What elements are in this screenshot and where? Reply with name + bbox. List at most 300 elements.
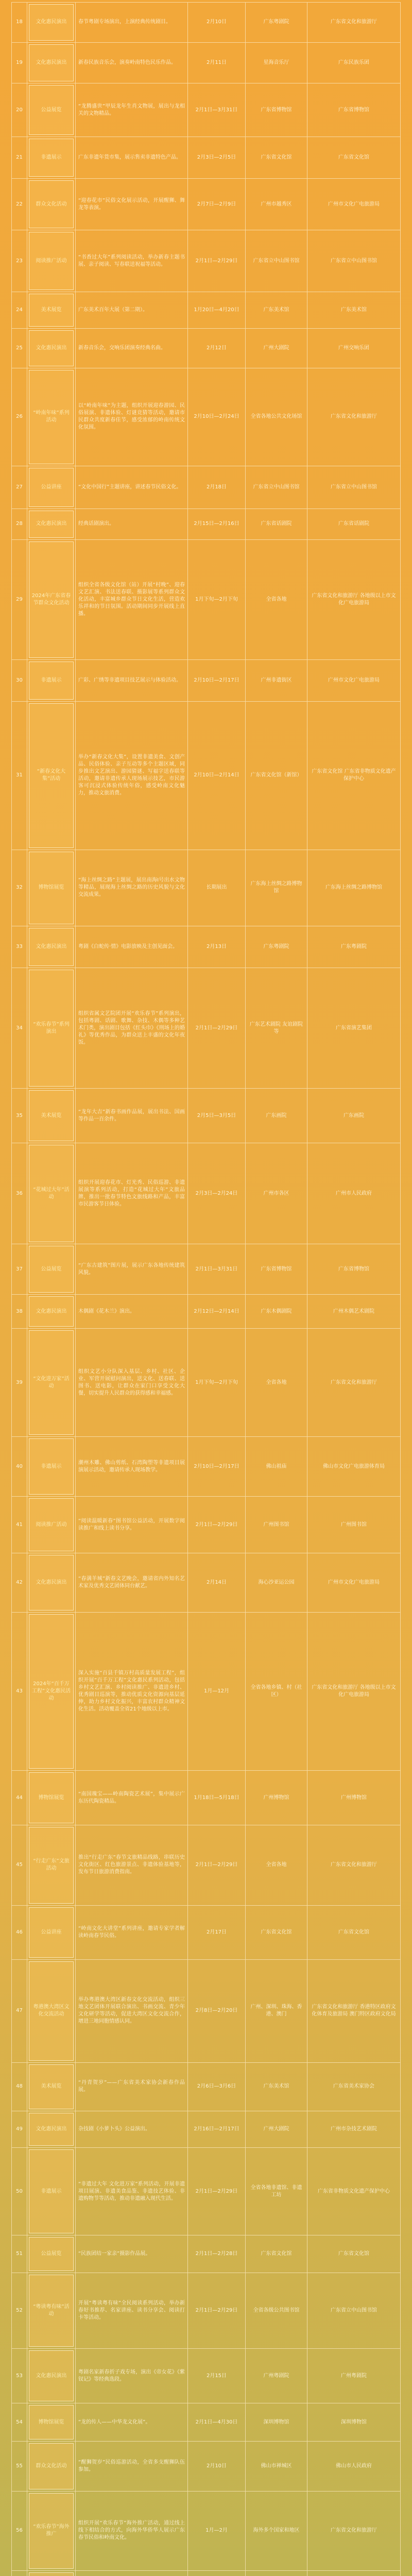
activity-name-cell <box>27 2492 75 2570</box>
activity-location: 广州博物馆 <box>263 1794 289 1801</box>
row-number: 55 <box>16 2463 23 2469</box>
row-number-cell <box>11 850 27 926</box>
activity-content: 组织开展“欢乐春节”海外推广活动，通过线上线下相结合的方式，向海外华侨华人展示广东春节民俗和岭南文化。 <box>78 2520 185 2541</box>
activity-location-cell <box>245 2063 307 2111</box>
activity-organizer: 广东省文化和旅游厅 香港特区政府文化体育及旅游局 澳门特区政府文化局 <box>312 2004 396 2018</box>
activity-location-cell <box>245 43 307 83</box>
activity-name: 阅读推广活动 <box>29 232 74 290</box>
activity-location: 广东海上丝绸之路博物馆 <box>250 881 302 894</box>
row-number: 37 <box>16 1266 23 1272</box>
activity-organizer-cell <box>307 2349 401 2403</box>
activity-content: 广彩、广绣等非遗项目技艺展示与体验活动。 <box>78 677 181 683</box>
activity-content: 经典话剧演出。 <box>78 521 114 527</box>
activity-location-cell <box>245 1089 307 1142</box>
activity-organizer: 广东省文化和旅游厅 各地级以上市文化广电旅游局 <box>312 592 396 606</box>
activity-content: 举办“新春文化大集”，设置非遗美食、文创产品、民俗体验、亲子互动等多个主题区域，同步推出文艺演出、游园猜谜、写福字送春联等活动，邀请非遗传承人现场展示技艺，市民游客可沉浸式体验传统年俗，感受岭南文化魅力，推动文旅消费。 <box>78 754 185 796</box>
table-row <box>11 368 401 466</box>
table-row <box>11 1497 401 1553</box>
activity-location-cell <box>245 83 307 137</box>
activity-time-cell <box>187 1960 245 2062</box>
activity-time-cell <box>187 368 245 466</box>
activity-time: 2月3日—2月5日 <box>197 154 236 160</box>
activity-organizer: 广东海上丝绸之路博物馆 <box>325 885 382 891</box>
activity-name-cell <box>27 540 75 659</box>
activity-time: 2月13日 <box>206 943 227 950</box>
activity-content: 粤剧名家新春折子戏专场，演出《帝女花》《紫钗记》等经典选段。 <box>78 2369 185 2382</box>
activity-time: 长期展出 <box>206 885 227 891</box>
activity-content: “丹青贺岁”——广东省美术家协会新春作品展。 <box>78 2080 185 2093</box>
activity-name-cell <box>27 43 75 83</box>
activity-time-cell <box>187 43 245 83</box>
activity-name: “新春文化大集”活动 <box>29 703 74 848</box>
activity-name-cell <box>27 292 75 328</box>
activity-name: 公益展览 <box>29 1246 74 1292</box>
activity-content: “迎春花市”民俗文化展示活动，开展醒狮、舞龙等表演。 <box>78 197 185 211</box>
activity-name-cell <box>27 1771 75 1824</box>
activity-name-cell <box>27 1906 75 1959</box>
activity-location: 广州市越秀区 <box>261 201 292 207</box>
activity-name-cell <box>27 329 75 367</box>
activity-time: 2月8日—2月20日 <box>195 2008 238 2014</box>
activity-time: 2月6日—3月6日 <box>197 2083 236 2090</box>
activity-content: “文化中国行”主题讲座，讲述春节民俗文化。 <box>78 484 182 490</box>
table-row <box>11 2442 401 2492</box>
activity-location-cell <box>245 540 307 659</box>
activity-time: 2月12日 <box>206 345 227 351</box>
activity-location-cell <box>245 2403 307 2441</box>
activity-organizer-cell <box>307 660 401 701</box>
row-number-cell <box>11 1329 27 1436</box>
row-number: 32 <box>16 885 23 891</box>
activity-time-cell <box>187 702 245 850</box>
activity-time-cell <box>187 1437 245 1496</box>
activity-time-cell <box>187 2148 245 2235</box>
row-number: 29 <box>16 596 23 602</box>
activity-organizer-cell <box>307 1825 401 1905</box>
activity-time: 2月1日—2月28日 <box>195 2251 238 2257</box>
activity-name: 文化惠民演出 <box>29 1555 74 1611</box>
activity-organizer: 广州图书馆 <box>341 1521 367 1528</box>
row-number-cell <box>11 968 27 1089</box>
activity-location: 广东省文化馆 <box>261 2251 292 2257</box>
table-row <box>11 1437 401 1497</box>
row-number-cell <box>11 292 27 328</box>
row-number-cell <box>11 2571 27 2576</box>
activity-time-cell <box>187 2442 245 2491</box>
activity-location: 广东美术馆 <box>263 2083 289 2090</box>
row-number-cell <box>11 1244 27 1294</box>
activity-content: 粤剧《白蛇传·情》电影放映及主创见面会。 <box>78 943 178 950</box>
activity-organizer-cell <box>307 368 401 466</box>
activity-name-cell <box>27 2148 75 2235</box>
activity-name-cell <box>27 466 75 509</box>
activity-content-cell <box>75 2492 187 2570</box>
activity-content: 深入实施“百县千镇万村高质量发展工程”，组织开展“百千万工程”文化惠民系列活动，包括乡村文艺汇演、乡村阅读推广、非遗进乡村、优秀剧目巡演等，推动优质文化资源向基层延伸，助力乡村文化振兴，丰富农村群众精神文化生活。活动覆盖全省21个地级以上市。 <box>78 1670 185 1713</box>
activity-organizer-cell <box>307 179 401 230</box>
activity-organizer-cell <box>307 1295 401 1329</box>
activity-location-cell <box>245 2442 307 2491</box>
activity-name-cell <box>27 1244 75 1294</box>
activity-location-cell <box>245 230 307 292</box>
row-number-cell <box>11 2111 27 2147</box>
activity-content-cell <box>75 1295 187 1329</box>
row-number: 42 <box>16 1580 23 1586</box>
activity-content-cell <box>75 660 187 701</box>
activity-name-cell <box>27 1553 75 1612</box>
table-row <box>11 292 401 329</box>
activity-content: 广东美术百年大展（第二期）。 <box>78 307 148 313</box>
row-number: 27 <box>16 484 23 490</box>
activity-location: 广东省话剧院 <box>261 521 292 527</box>
table-row <box>11 1553 401 1613</box>
activity-name: 博物馆展览 <box>29 852 74 924</box>
activity-organizer: 广州市文化广电旅游局 <box>328 677 380 683</box>
activity-time-cell <box>187 1497 245 1553</box>
activity-location-cell <box>245 1244 307 1294</box>
activity-content-cell <box>75 2111 187 2147</box>
activity-content: 组织文艺小分队深入基层、乡村、社区、企业、军营开展慰问演出，送文化、送春联、送图书、送电影，让群众在家门口享受文化大餐，切实提升人民群众的获得感和幸福感。 <box>78 1368 185 1396</box>
activity-location: 广东画院 <box>266 1112 287 1118</box>
activity-content-cell <box>75 2273 187 2348</box>
row-number-cell <box>11 179 27 230</box>
activity-name-cell <box>27 660 75 701</box>
activity-time: 1月—2月 <box>205 2528 228 2534</box>
activity-name: 公益展览 <box>29 85 74 135</box>
row-number: 20 <box>16 107 23 113</box>
activity-name-cell <box>27 230 75 292</box>
activity-organizer: 广东省文化和旅游厅 <box>331 1379 377 1385</box>
activity-location-cell <box>245 1497 307 1553</box>
activity-content: 新春民族音乐会，演奏岭南特色民乐作品。 <box>78 59 176 65</box>
activity-name-cell <box>27 137 75 178</box>
table-row <box>11 466 401 509</box>
activity-name: “欢乐春节”海外推广 <box>29 2493 74 2569</box>
activity-name-cell <box>27 179 75 230</box>
activity-time-cell <box>187 1771 245 1824</box>
activity-time-cell <box>187 540 245 659</box>
activity-location: 广州、深圳、珠海、香港、澳门 <box>250 2004 302 2018</box>
activity-content-cell <box>75 1825 187 1905</box>
activity-location-cell <box>245 850 307 926</box>
activity-organizer-cell <box>307 509 401 539</box>
activity-content-cell <box>75 3 187 42</box>
row-number-cell <box>11 1613 27 1770</box>
activity-location-cell <box>245 660 307 701</box>
activity-organizer-cell <box>307 1960 401 2062</box>
activity-name: 博物馆展览 <box>29 2405 74 2439</box>
activity-content: “书香过大年”系列阅读活动，举办新春主题书展、亲子阅读、写春联送祝福等活动。 <box>78 254 185 267</box>
activity-organizer: 广东省文化和旅游厅 <box>331 414 377 420</box>
activity-content: 开展“粤读粤有味”全民阅读系列活动，举办新春好书推荐、名家讲座、读书分享会、阅读打卡等活动。 <box>78 2300 185 2321</box>
row-number-cell <box>11 1960 27 2062</box>
schedule-table <box>11 2 401 2576</box>
row-number-cell <box>11 1089 27 1142</box>
activity-location: 广州市各区 <box>263 1190 289 1196</box>
table-row <box>11 2235 401 2273</box>
activity-content-cell <box>75 1437 187 1496</box>
table-row <box>11 137 401 179</box>
activity-time-cell <box>187 660 245 701</box>
activity-content-cell <box>75 509 187 539</box>
row-number: 39 <box>16 1379 23 1385</box>
activity-name-cell <box>27 926 75 968</box>
activity-organizer-cell <box>307 137 401 178</box>
activity-time: 2月5日—3月5日 <box>197 1112 236 1118</box>
activity-organizer: 广东省美术家协会 <box>333 2083 374 2090</box>
row-number-cell <box>11 2063 27 2111</box>
activity-content-cell <box>75 702 187 850</box>
activity-time-cell <box>187 2403 245 2441</box>
activity-name: 非遗展示 <box>29 2149 74 2233</box>
activity-organizer: 广东省话剧院 <box>338 521 369 527</box>
activity-time: 2月18日 <box>206 484 227 490</box>
activity-name-cell <box>27 1825 75 1905</box>
activity-name: “粤读粤有味”活动 <box>29 2275 74 2346</box>
activity-content: 潮州木雕、佛山剪纸、石湾陶塑等非遗项目展演展示活动，邀请传承人现场教学。 <box>78 1460 185 1473</box>
activity-content: 广东非遗年货市集，展示售卖非遗特色产品。 <box>78 154 181 160</box>
activity-name: 公益展览 <box>29 2237 74 2271</box>
activity-time: 1月下旬—2月下旬 <box>195 596 238 602</box>
table-row <box>11 1771 401 1825</box>
table-row <box>11 329 401 368</box>
activity-organizer-cell <box>307 1244 401 1294</box>
activity-name: 群众文化活动 <box>29 2443 74 2489</box>
row-number-cell <box>11 926 27 968</box>
activity-time-cell <box>187 83 245 137</box>
activity-organizer-cell <box>307 230 401 292</box>
activity-organizer-cell <box>307 1143 401 1244</box>
table-row <box>11 1906 401 1960</box>
activity-content: 以“岭南年味”为主题，组织开展迎春游园、民俗展演、非遗体验、灯谜竞猜等活动，邀请市民群众共度新春佳节，感受浓郁的岭南传统文化氛围。 <box>78 403 185 431</box>
table-row <box>11 1329 401 1436</box>
activity-content-cell <box>75 1906 187 1959</box>
activity-location: 全省各地公共文化场馆 <box>250 414 302 420</box>
activity-name-cell <box>27 1329 75 1436</box>
activity-time-cell <box>187 1244 245 1294</box>
activity-time: 2月1日—2月29日 <box>195 1025 238 1031</box>
activity-time-cell <box>187 968 245 1089</box>
activity-name: “花城过大年”活动 <box>29 1145 74 1243</box>
activity-time: 2月10日—2月14日 <box>194 772 239 778</box>
row-number-cell <box>11 2148 27 2235</box>
table-row <box>11 1613 401 1771</box>
activity-organizer: 广东省文化和旅游厅 <box>331 2528 377 2534</box>
activity-location: 深圳博物馆 <box>263 2419 289 2425</box>
table-row <box>11 2492 401 2571</box>
activity-location: 星海音乐厅 <box>263 59 289 65</box>
activity-location: 广东粤剧院 <box>263 943 289 950</box>
activity-location-cell <box>245 1553 307 1612</box>
row-number: 35 <box>16 1112 23 1118</box>
activity-content: 组织全省各级文化馆（站）开展“村晚”、迎春文艺汇演、书法送春联、摄影展等系列群众文化活动，丰富城乡群众节日文化生活，营造欢乐祥和的节日氛围。活动期间同步开展线上直播。 <box>78 582 185 617</box>
activity-organizer-cell <box>307 2111 401 2147</box>
activity-organizer: 广东省文化馆 <box>338 1929 369 1935</box>
activity-content: 组织省属文艺院团开展“欢乐春节”系列演出，包括粤剧、话剧、歌舞、杂技、木偶等多种艺术门类，演出剧目包括《红头巾》《刑场上的婚礼》等优秀作品，为群众送上丰盛的文化年夜饭。 <box>78 1010 185 1045</box>
activity-content-cell <box>75 968 187 1089</box>
activity-organizer-cell <box>307 2235 401 2273</box>
activity-time: 2月1日—2月29日 <box>195 1862 238 1868</box>
table-row <box>11 2111 401 2148</box>
activity-organizer: 广东省文化馆 <box>338 2251 369 2257</box>
activity-organizer: 广东省演艺集团 <box>336 1025 372 1031</box>
activity-name-cell <box>27 2571 75 2576</box>
activity-time: 2月10日 <box>206 2463 227 2469</box>
row-number-cell <box>11 2349 27 2403</box>
activity-location: 广东艺术剧院 友谊剧院等 <box>249 1021 303 1035</box>
table-row <box>11 1244 401 1294</box>
row-number: 49 <box>16 2126 23 2132</box>
activity-name: “欢乐春节”系列演出 <box>29 970 74 1087</box>
activity-location-cell <box>245 137 307 178</box>
activity-organizer-cell <box>307 702 401 850</box>
activity-organizer: 广州博物馆 <box>341 1794 367 1801</box>
activity-organizer-cell <box>307 43 401 83</box>
activity-organizer: 广州市文化广电旅游局 <box>328 201 380 207</box>
table-row <box>11 850 401 926</box>
table-row <box>11 1960 401 2063</box>
activity-location: 广东美术馆 <box>263 307 289 313</box>
activity-content-cell <box>75 1089 187 1142</box>
row-number-cell <box>11 137 27 178</box>
row-number-cell <box>11 1771 27 1824</box>
activity-content-cell <box>75 83 187 137</box>
row-number: 33 <box>16 943 23 950</box>
activity-time-cell <box>187 1089 245 1142</box>
activity-content-cell <box>75 2442 187 2491</box>
activity-location: 广州粤剧院 <box>263 2372 289 2379</box>
activity-time: 2月1日—3月31日 <box>195 1266 238 1272</box>
activity-name: 文化惠民演出 <box>29 44 74 81</box>
activity-name <box>29 2572 74 2576</box>
activity-time-cell <box>187 850 245 926</box>
table-row <box>11 2148 401 2235</box>
row-number-cell <box>11 3 27 42</box>
activity-organizer-cell <box>307 1906 401 1959</box>
activity-content: “非遗过大年 文化进万家”系列活动，开展非遗项目展演、非遗美食品鉴、非遗技艺体验、非遗购物节等活动，推动非遗融入现代生活。 <box>78 2181 185 2201</box>
activity-content-cell <box>75 2063 187 2111</box>
row-number: 51 <box>16 2251 23 2257</box>
activity-organizer: 佛山市文化广电旅游体育局 <box>323 1463 385 1469</box>
activity-name-cell <box>27 1295 75 1329</box>
activity-content-cell <box>75 2403 187 2441</box>
activity-content: “阅读温暖新春”图书馆公益活动，开展数字阅读推广和线上读书分享。 <box>78 1518 185 1531</box>
activity-location-cell <box>245 1825 307 1905</box>
activity-organizer: 广州交响乐团 <box>338 345 369 351</box>
activity-location-cell <box>245 1960 307 2062</box>
activity-organizer: 广州木偶艺术剧院 <box>333 1308 374 1314</box>
activity-time: 2月17日 <box>206 1929 227 1935</box>
row-number: 19 <box>16 59 23 65</box>
table-row <box>11 2063 401 2111</box>
activity-location: 广东省博物馆 <box>261 1266 292 1272</box>
activity-organizer: 广东省文化和旅游厅 各地级以上市文化广电旅游局 <box>312 1685 396 1698</box>
activity-location-cell <box>245 2349 307 2403</box>
activity-name: 文化惠民演出 <box>29 1296 74 1327</box>
activity-organizer-cell <box>307 540 401 659</box>
table-row <box>11 1143 401 1245</box>
activity-location: 广州非遗街区 <box>261 677 292 683</box>
activity-location-cell <box>245 1437 307 1496</box>
activity-content-cell <box>75 1497 187 1553</box>
activity-time: 1月18日—5月18日 <box>194 1794 239 1801</box>
activity-name-cell <box>27 702 75 850</box>
activity-time-cell <box>187 1295 245 1329</box>
row-number-cell <box>11 2442 27 2491</box>
activity-organizer-cell <box>307 1497 401 1553</box>
activity-organizer-cell <box>307 3 401 42</box>
activity-content: “龙年大吉”新春书画作品展，展出书法、国画等作品一百余件。 <box>78 1109 185 1122</box>
activity-location-cell <box>245 2235 307 2273</box>
row-number-cell <box>11 1825 27 1905</box>
row-number-cell <box>11 368 27 466</box>
activity-organizer: 广东省立中山图书馆 <box>331 484 377 490</box>
activity-content: 木偶剧《花木兰》演出。 <box>78 1308 135 1314</box>
activity-content-cell <box>75 2148 187 2235</box>
row-number-cell <box>11 466 27 509</box>
activity-name-cell <box>27 2403 75 2441</box>
activity-location: 全省各地 <box>266 1379 287 1385</box>
activity-time-cell <box>187 2063 245 2111</box>
activity-name-cell <box>27 509 75 539</box>
table-row <box>11 2349 401 2404</box>
activity-content: “龙腾盛世”甲辰龙年生肖文物展，展出与龙相关的文物精品。 <box>78 103 185 116</box>
activity-name: 2024年广东省春节群众文化活动 <box>29 541 74 658</box>
activity-location: 广东省文化馆（新馆） <box>250 772 302 778</box>
activity-organizer-cell <box>307 329 401 367</box>
activity-time-cell <box>187 2571 245 2576</box>
row-number-cell <box>11 1295 27 1329</box>
activity-content-cell <box>75 466 187 509</box>
activity-content-cell <box>75 1553 187 1612</box>
table-row <box>11 540 401 660</box>
activity-name: “文化进万家”活动 <box>29 1330 74 1434</box>
activity-organizer-cell <box>307 2492 401 2570</box>
activity-name-cell <box>27 2349 75 2403</box>
activity-content-cell <box>75 292 187 328</box>
activity-time: 2月1日—4月30日 <box>195 2419 238 2425</box>
activity-time: 2月15日—2月16日 <box>194 521 239 527</box>
activity-organizer-cell <box>307 968 401 1089</box>
row-number-cell <box>11 702 27 850</box>
activity-name: 文化惠民演出 <box>29 511 74 538</box>
row-number-cell <box>11 509 27 539</box>
activity-name: 非遗展示 <box>29 1438 74 1495</box>
activity-location: 广东省文化馆 <box>261 154 292 160</box>
activity-content: 新春音乐会，交响乐团演奏经典名曲。 <box>78 345 166 351</box>
activity-content-cell <box>75 1244 187 1294</box>
activity-organizer-cell <box>307 466 401 509</box>
row-number: 45 <box>16 1862 23 1868</box>
activity-content-cell <box>75 926 187 968</box>
row-number: 38 <box>16 1308 23 1314</box>
activity-name-cell <box>27 1497 75 1553</box>
activity-name: 阅读推广活动 <box>29 1498 74 1551</box>
table-row <box>11 926 401 968</box>
activity-organizer: 广东画院 <box>344 1112 364 1118</box>
activity-location: 广东省立中山图书馆 <box>253 484 300 490</box>
activity-name: 2024年“百千万工程”文化惠民活动 <box>29 1614 74 1769</box>
table-row <box>11 2571 401 2576</box>
activity-organizer-cell <box>307 850 401 926</box>
table-row <box>11 660 401 702</box>
activity-time-cell <box>187 1329 245 1436</box>
activity-name-cell <box>27 2442 75 2491</box>
activity-name: 博物馆展览 <box>29 1772 74 1823</box>
activity-name-cell <box>27 968 75 1089</box>
activity-organizer-cell <box>307 2442 401 2491</box>
activity-name: 美术展览 <box>29 294 74 327</box>
activity-time-cell <box>187 1613 245 1770</box>
